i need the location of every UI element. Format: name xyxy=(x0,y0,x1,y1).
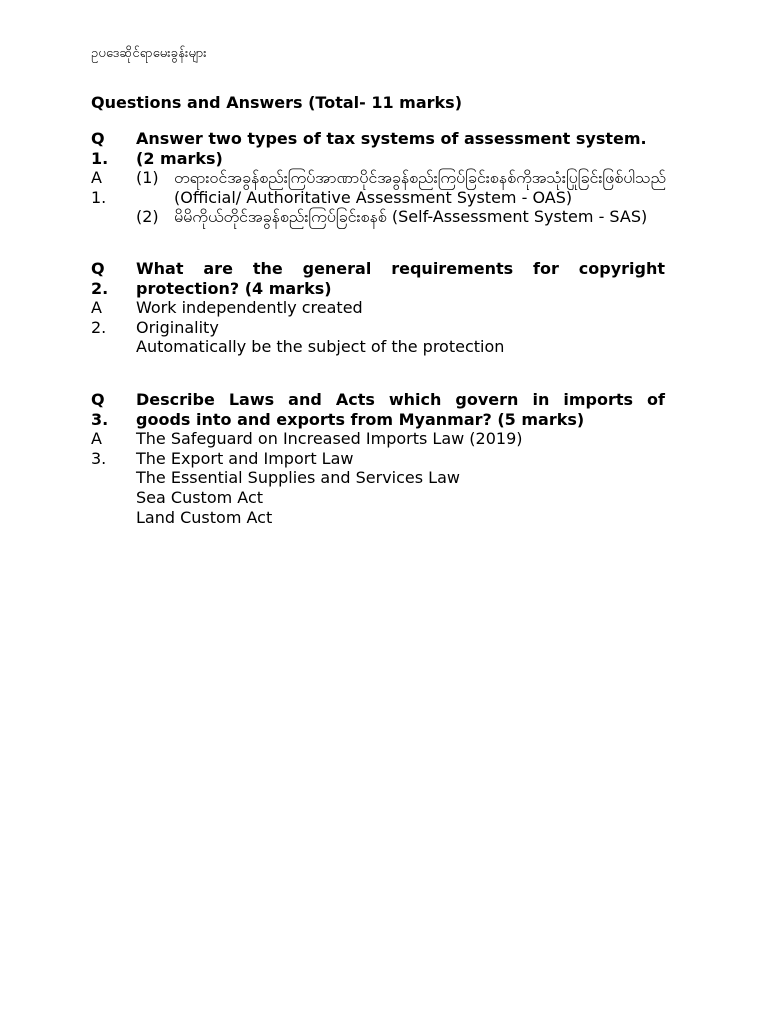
document-title: Questions and Answers (Total- 11 marks) xyxy=(91,93,463,112)
answer-row xyxy=(91,298,665,357)
qa-block-2 xyxy=(91,259,665,357)
question-row xyxy=(91,259,665,298)
option-english-text: (Self-Assessment System - SAS) xyxy=(391,207,648,227)
question-line: Answer two types of tax systems of assessment system. xyxy=(136,129,647,148)
question-text xyxy=(136,129,665,168)
question-label: Q 1. xyxy=(91,129,109,168)
question-line: protection? (4 marks) xyxy=(136,278,332,298)
answer-line: Automatically be the subject of the protection xyxy=(136,337,505,357)
answer-label: A 1. xyxy=(91,168,107,207)
answer-label: A 3. xyxy=(91,429,107,468)
question-text xyxy=(136,259,665,298)
burmese-phrase: စနစ်ကိုအသုံးပြုခြင်းဖြစ်ပါသည် xyxy=(489,168,667,188)
answer-row xyxy=(91,168,665,227)
answer-line: Sea Custom Act xyxy=(136,487,264,507)
burmese-phrase: တရားဝင်အခွန်စည်းကြပ် xyxy=(174,168,316,188)
answer-line: The Safeguard on Increased Imports Law (2019) xyxy=(136,429,523,449)
question-row xyxy=(91,129,665,168)
answer-line: Land Custom Act xyxy=(136,507,273,527)
qa-block-3 xyxy=(91,390,665,527)
option-burmese-text: မိမိကိုယ်တိုင်အခွန်စည်းကြပ်ခြင်းစနစ် (Self-Assessment System - SAS) xyxy=(174,207,648,227)
question-line: (2 marks) xyxy=(136,148,223,168)
qa-block-1 xyxy=(91,129,665,227)
header-text: ဥပဒေဆိုင်ရာမေးခွန်းများ xyxy=(91,46,207,61)
answer-body xyxy=(136,429,665,527)
option-number: (2) xyxy=(136,207,159,227)
option-english-text: (Official/ Authoritative Assessment System - OAS) xyxy=(174,187,573,207)
question-line: What are the general requirements for copyright xyxy=(136,259,665,278)
option-number: (1) xyxy=(136,168,159,188)
answer-body xyxy=(136,298,665,357)
answer-row xyxy=(91,429,665,527)
answer-line: Work independently created xyxy=(136,298,363,318)
answer-line: Originality xyxy=(136,317,219,337)
answer-label: A 2. xyxy=(91,298,107,337)
answer-option xyxy=(136,207,666,227)
question-text xyxy=(136,390,665,429)
answer-option xyxy=(136,168,666,188)
answer-line: The Essential Supplies and Services Law xyxy=(136,468,460,488)
question-row xyxy=(91,390,665,429)
question-line: Describe Laws and Acts which govern in imports of xyxy=(136,390,665,409)
answer-line: The Export and Import Law xyxy=(136,448,354,468)
question-label: Q 3. xyxy=(91,390,109,429)
question-line: goods into and exports from Myanmar? (5 marks) xyxy=(136,409,585,429)
burmese-phrase: အာဏာပိုင်အခွန်စည်းကြပ်ခြင်း xyxy=(315,168,490,188)
answer-body xyxy=(136,168,666,227)
option-burmese-text xyxy=(174,168,666,188)
question-label: Q 2. xyxy=(91,259,109,298)
